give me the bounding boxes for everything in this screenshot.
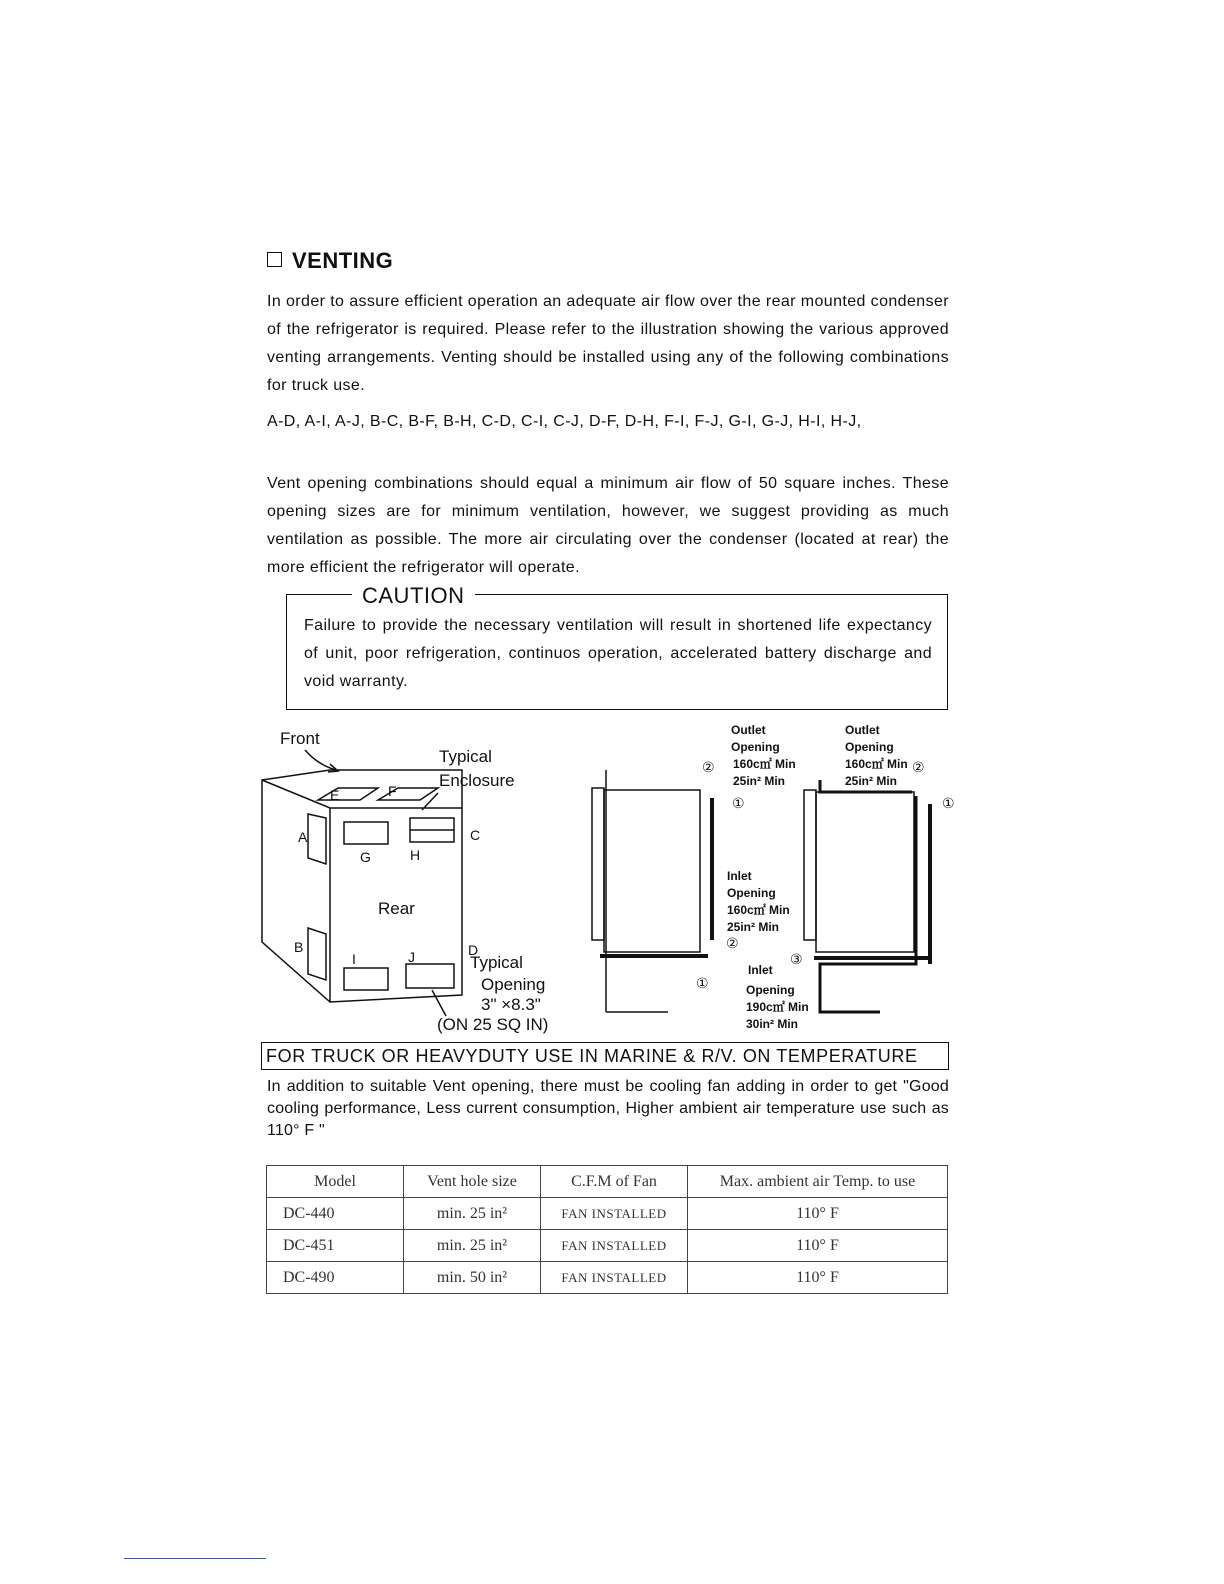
table-cell: DC-440 [267, 1198, 404, 1230]
table-cell: 110° F [688, 1198, 948, 1230]
enclosure-outline [262, 770, 462, 1002]
caution-title: CAUTION [352, 583, 475, 609]
vent-j [406, 964, 454, 988]
vent-g [344, 822, 388, 844]
letter-f: F [388, 783, 397, 799]
typical-opening-4: (ON 25 SQ IN) [437, 1015, 549, 1034]
letter-a: A [298, 829, 308, 845]
outlet-a-3: 160c㎡ Min [733, 757, 796, 771]
usage-banner: FOR TRUCK OR HEAVYDUTY USE IN MARINE & R/V. ON TEMPERATURE [261, 1042, 949, 1070]
vent-a [308, 814, 326, 864]
inlet-a-4: 25in² Min [727, 920, 780, 934]
profile-cabinet-b [816, 792, 914, 952]
vent-b [308, 928, 326, 980]
inlet-a-3: 160c㎡ Min [727, 903, 790, 917]
inlet-b-3: 190c㎡ Min [746, 1000, 809, 1014]
letter-b: B [294, 939, 304, 955]
table-cell: min. 25 in² [404, 1198, 541, 1230]
table-row [267, 1230, 948, 1262]
circle-1-top-a: ① [732, 795, 745, 811]
inlet-a-1: Inlet [727, 869, 752, 883]
column-header: Max. ambient air Temp. to use [688, 1166, 948, 1198]
typical-opening-2: Opening [481, 975, 546, 994]
table-cell: FAN INSTALLED [541, 1262, 688, 1294]
typical-opening-1: Typical [470, 953, 523, 972]
vent-f [378, 788, 438, 800]
outlet-b-1: Outlet [845, 723, 880, 737]
fan-note: In addition to suitable Vent opening, there must be cooling fan adding in order to get "Good cooling performance, Less current consumption, Higher ambient air temperature use such as 110° F " [267, 1078, 949, 1139]
inlet-a-2: Opening [727, 886, 776, 900]
circle-2-top-a: ② [702, 759, 715, 775]
outlet-a-1: Outlet [731, 723, 766, 737]
airflow-paragraph: Vent opening combinations should equal a minimum air flow of 50 square inches. These opening sizes are for minimum ventilation, however, we suggest providing as much ventilation as possible. The more air circulating over the condenser (located at rear) the more efficient the refrigerator will operate. [267, 475, 949, 576]
profile-door-b [804, 790, 816, 940]
letter-g: G [360, 849, 371, 865]
outlet-a-2: Opening [731, 740, 780, 754]
rear-label: Rear [378, 899, 415, 918]
heading-text: VENTING [292, 248, 394, 273]
table-cell: FAN INSTALLED [541, 1230, 688, 1262]
letter-e: E [330, 787, 340, 803]
enclosure-top-edge [262, 780, 462, 808]
profile-door-a [592, 788, 604, 940]
circle-1-bottom-a: ① [696, 975, 709, 991]
typical-enclosure-2: Enclosure [439, 771, 515, 790]
circle-2-top-b: ② [912, 759, 925, 775]
model-spec-table [266, 1165, 948, 1294]
typical-enclosure-1: Typical [439, 747, 492, 766]
table-cell: DC-451 [267, 1230, 404, 1262]
table-cell: min. 50 in² [404, 1262, 541, 1294]
table-cell: 110° F [688, 1230, 948, 1262]
intro-paragraph: In order to assure efficient operation an adequate air flow over the rear mounted condenser of the refrigerator is required. Please refer to the illustration showing the various approved venting arrangements. Venting should be installed using any of the following combinations for truck use. [267, 293, 949, 394]
table-header-row [267, 1166, 948, 1198]
column-header: Vent hole size [404, 1166, 541, 1198]
table-row [267, 1262, 948, 1294]
front-label: Front [280, 729, 320, 748]
inlet-b-1: Inlet [748, 963, 773, 977]
inlet-b-4: 30in² Min [746, 1017, 799, 1031]
letter-d: D [468, 942, 479, 958]
column-header: Model [267, 1166, 404, 1198]
circle-2-bottom-a: ② [726, 935, 739, 951]
vent-i [344, 968, 388, 990]
outlet-b-2: Opening [845, 740, 894, 754]
outlet-a-4: 25in² Min [733, 774, 786, 788]
table-cell: min. 25 in² [404, 1230, 541, 1262]
vent-e [318, 788, 378, 800]
front-arrow [305, 750, 336, 770]
profile-cabinet-a [604, 790, 700, 952]
letter-j: J [408, 949, 415, 965]
circle-1-top-b: ① [942, 795, 955, 811]
table-cell: 110° F [688, 1262, 948, 1294]
letter-c: C [470, 827, 481, 843]
letter-h: H [410, 847, 421, 863]
table-row [267, 1198, 948, 1230]
circle-3-bottom-b: ③ [790, 951, 803, 967]
caution-text: Failure to provide the necessary ventilation will result in shortened life expectancy of unit, poor refrigeration, continuos operation, accelerated battery discharge and void warranty. [304, 617, 932, 690]
table-cell: DC-490 [267, 1262, 404, 1294]
combinations-paragraph: A-D, A-I, A-J, B-C, B-F, B-H, C-D, C-I, C-J, D-F, D-H, F-I, F-J, G-I, G-J, H-I, H-J, [267, 413, 862, 430]
typical-opening-3: 3" ×8.3" [481, 995, 541, 1014]
outlet-b-3: 160c㎡ Min [845, 757, 908, 771]
inlet-b-2: Opening [746, 983, 795, 997]
footer-rule [124, 1558, 266, 1559]
table-cell: FAN INSTALLED [541, 1198, 688, 1230]
letter-i: I [352, 951, 356, 967]
column-header: C.F.M of Fan [541, 1166, 688, 1198]
outlet-b-4: 25in² Min [845, 774, 898, 788]
